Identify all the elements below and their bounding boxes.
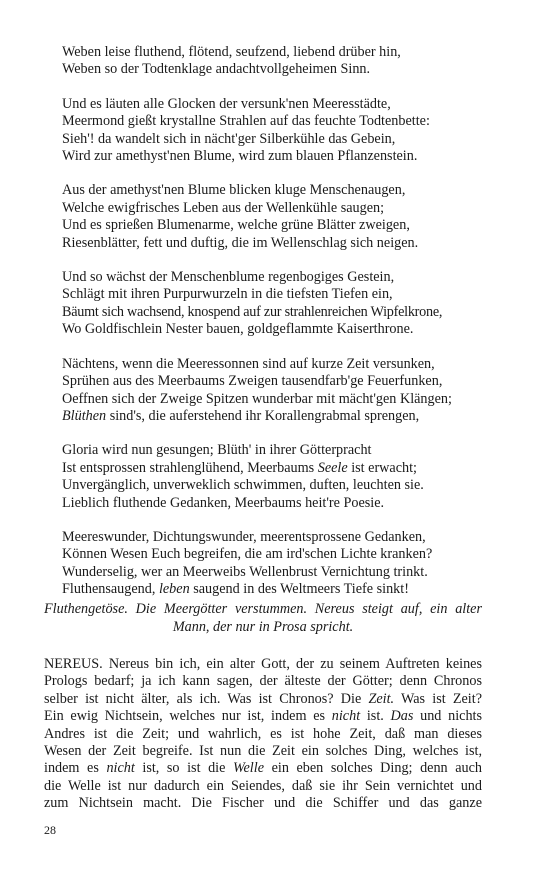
stanza [62, 182, 502, 252]
verse-line: Unvergänglich, unverweklich schwimmen, duften, leuchten sie. [62, 477, 424, 494]
verse-line: Weben leise fluthend, flötend, seufzend, liebend drüber hin, [62, 44, 401, 60]
prose-line: Prologs bedarf; ja ich kann sagen, der älteste der Götter; denn Chronos [44, 673, 482, 690]
stanza [62, 269, 502, 339]
stanza [62, 44, 502, 79]
verse-line: Welche ewigfrisches Leben aus der Wellenkühle saugen; [62, 199, 385, 216]
verse-line: Blüthen sind's, die auferstehend ihr Korallengrabmal sprengen, [62, 407, 420, 424]
verse-line: Weben so der Todtenklage andachtvollgeheimen Sinn. [62, 61, 371, 78]
poem-stanzas [62, 44, 502, 616]
verse-line: Gloria wird nun gesungen; Blüth' in ihrer Götterpracht [62, 442, 372, 459]
verse-line: Und es sprießen Blumenarme, welche grüne Blätter zweigen, [62, 217, 410, 234]
verse-line: Und es läuten alle Glocken der versunk'nen Meeresstädte, [62, 95, 391, 112]
prose-line: Ein ewig Nichtsein, welches nur ist, indem es nicht ist. Das und nichts [44, 708, 483, 725]
prose-line: Wesen der Zeit begreife. Ist nun die Zeit ein solches Ding, welches ist, [44, 743, 482, 760]
page-number: 28 [44, 823, 56, 837]
prose-line: zum Nichtsein macht. Die Fischer und die Schiffer und das ganze [44, 795, 482, 812]
stanza [62, 529, 502, 599]
prose-line: die Welle ist nur dadurch ein Seiendes, daß sie ihr Sein vernichtet und [44, 777, 482, 794]
verse-line: Schlägt mit ihren Purpurwurzeln in die tiefsten Tiefen ein, [62, 286, 393, 303]
prose-line: NEREUS. Nereus bin ich, ein alter Gott, der zu seinem Auftreten keines [44, 656, 482, 672]
stage-direction-line: Fluthengetöse. Die Meergötter verstummen. Nereus steigt auf, ein alter [44, 601, 482, 617]
stage-direction-line: Mann, der nur in Prosa spricht. [172, 619, 354, 635]
verse-line: Sieh'! da wandelt sich in nächt'ger Silberkühle das Gebein, [62, 130, 396, 147]
prose-line: indem es nicht ist, so ist die Welle ein eben solches Ding; denn auch [44, 760, 483, 777]
verse-line: Sprühen aus des Meerbaums Zweigen tausendfarb'ge Feuerfunken, [62, 373, 443, 390]
verse-line: Ist entsprossen strahlenglühend, Meerbaums Seele ist erwacht; [62, 459, 417, 476]
stanza [62, 442, 502, 512]
prose-line: Andres ist die Zeit; und wahrlich, es ist hohe Zeit, daß man dieses [44, 725, 482, 742]
verse-line: Fluthensaugend, leben saugend in des Weltmeers Tiefe sinkt! [62, 581, 409, 598]
verse-line: Oeffnen sich der Zweige Spitzen wunderbar mit mächt'gen Klängen; [62, 390, 452, 407]
stage-direction [44, 600, 482, 636]
stanza [62, 356, 502, 426]
verse-line: Können Wesen Euch begreifen, die am ird'schen Lichte kranken? [62, 546, 433, 563]
verse-line: Und so wächst der Menschenblume regenbogiges Gestein, [62, 269, 395, 286]
stanza [62, 96, 502, 166]
prose-line: selber ist nicht älter, als ich. Was ist Chronos? Die Zeit. Was ist Zeit? [44, 690, 482, 707]
verse-line: Riesenblätter, fett und duftig, die im Wellenschlag sich neigen. [62, 234, 419, 251]
verse-line: Wunderselig, wer an Meerweibs Wellenbrust Vernichtung trinkt. [62, 563, 428, 580]
prose-paragraph [44, 656, 482, 813]
verse-line: Lieblich fluthende Gedanken, Meerbaums heit're Poesie. [62, 494, 385, 511]
verse-line: Aus der amethyst'nen Blume blicken kluge Menschenaugen, [62, 182, 406, 199]
verse-line: Meereswunder, Dichtungswunder, meerentsprossene Gedanken, [62, 528, 426, 545]
verse-line: Nächtens, wenn die Meeressonnen sind auf kurze Zeit versunken, [62, 355, 435, 372]
verse-line: Bäumt sich wachsend, knospend auf zur strahlenreichen Wipfelkrone, [62, 303, 443, 320]
verse-line: Wird zur amethyst'nen Blume, wird zum blauen Pflanzenstein. [62, 148, 418, 165]
verse-line: Meermond gießt krystallne Strahlen auf das feuchte Todtenbette: [62, 113, 430, 130]
verse-line: Wo Goldfischlein Nester bauen, goldgeflammte Kaiserthrone. [62, 321, 414, 338]
